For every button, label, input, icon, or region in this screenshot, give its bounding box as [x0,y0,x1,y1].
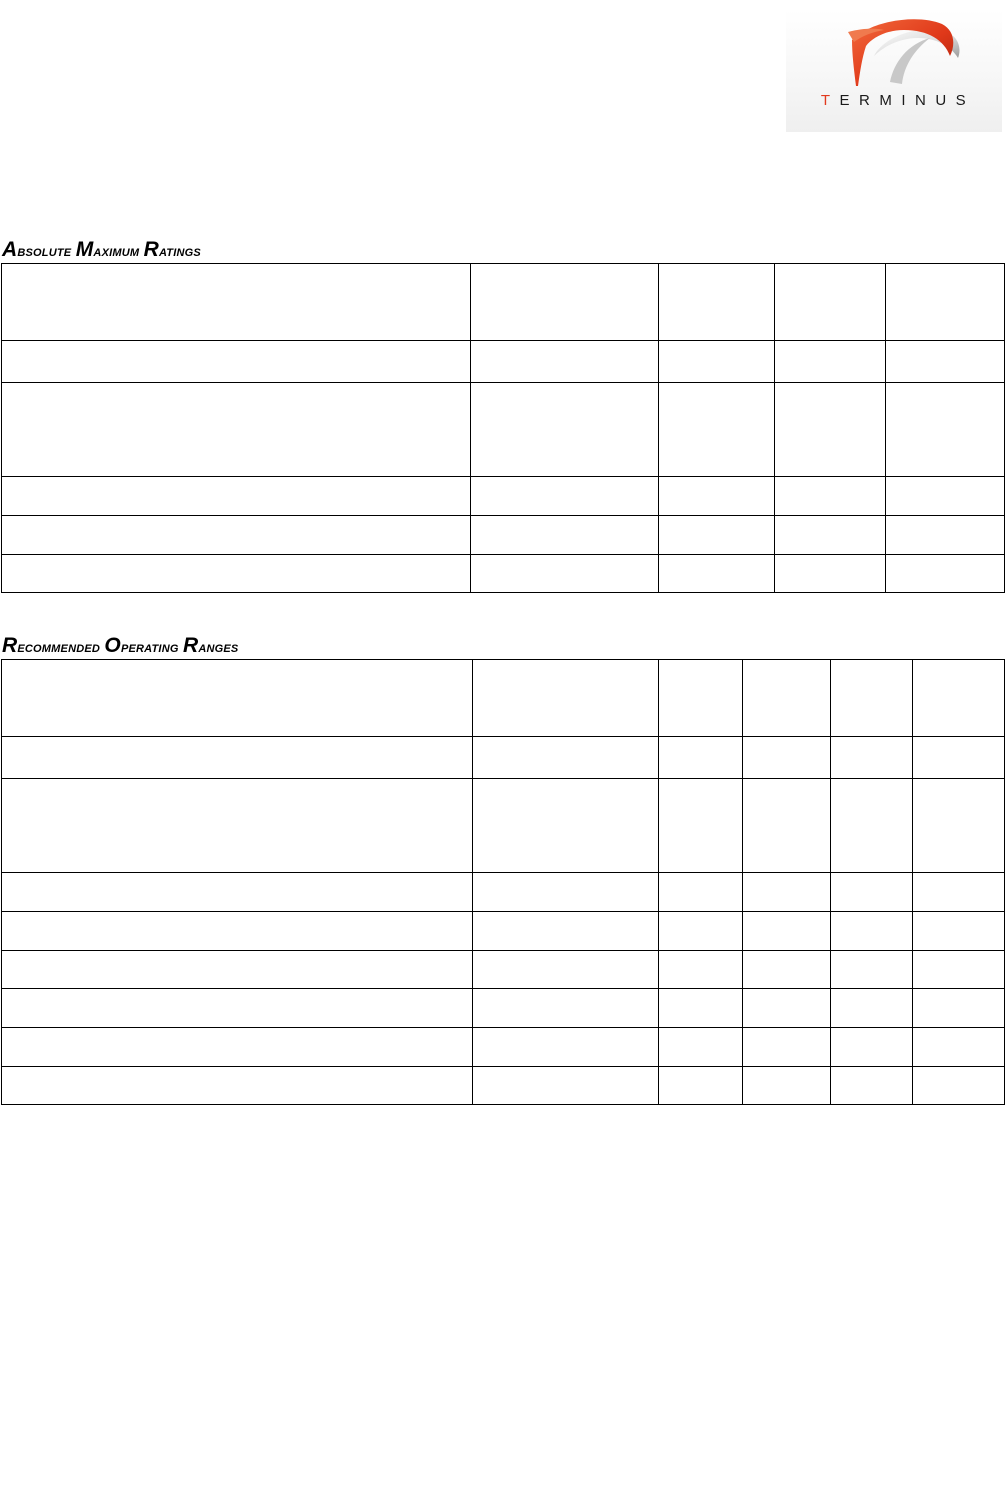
table-cell [2,1067,473,1105]
table-cell [743,989,831,1028]
table-cell [743,1067,831,1105]
table-cell [775,383,886,477]
table-cell [659,516,775,555]
table-cell [473,737,659,779]
table-cell [2,383,471,477]
table-cell [471,477,659,516]
table-cell [659,264,775,341]
table-cell [659,737,743,779]
table-cell [743,1028,831,1067]
table-cell [775,341,886,383]
table-row [2,779,1005,873]
table-cell [473,660,659,737]
table-cell [471,516,659,555]
table-cell [775,555,886,593]
table-cell [831,1067,913,1105]
table-cell [659,951,743,989]
table-cell [886,516,1005,555]
table-cell [2,873,473,912]
table-cell [659,1028,743,1067]
table-cell [473,779,659,873]
table-cell [886,383,1005,477]
table-cell [831,779,913,873]
table-cell [471,383,659,477]
table-cell [2,989,473,1028]
table-cell [471,555,659,593]
absolute-maximum-ratings-table [1,263,1005,593]
table-cell [913,1067,1005,1105]
table-cell [886,264,1005,341]
table-row [2,1067,1005,1105]
table-row [2,951,1005,989]
table-row [2,737,1005,779]
table-row [2,341,1005,383]
table-cell [659,383,775,477]
table-cell [831,660,913,737]
table-row [2,989,1005,1028]
table-cell [2,555,471,593]
table-cell [659,341,775,383]
table-cell [473,912,659,951]
table-cell [2,264,471,341]
table-cell [831,1028,913,1067]
logo-wordmark: TERMINUS [820,92,976,109]
table-cell [775,477,886,516]
table-cell [886,341,1005,383]
table-cell [2,951,473,989]
table-cell [473,989,659,1028]
table-cell [659,989,743,1028]
table-cell [886,555,1005,593]
table-cell [2,912,473,951]
table-row [2,1028,1005,1067]
table-cell [913,989,1005,1028]
table-header-row [2,660,1005,737]
table-cell [659,1067,743,1105]
table-cell [2,1028,473,1067]
terminus-logo [786,10,1002,132]
table-cell [913,912,1005,951]
table-cell [743,951,831,989]
section-title-recommended-operating-ranges: Recommended Operating Ranges [2,634,239,657]
table-cell [831,912,913,951]
table-cell [831,873,913,912]
table-cell [2,660,473,737]
table-cell [473,1067,659,1105]
table-cell [2,516,471,555]
table-cell [659,873,743,912]
table-cell [886,477,1005,516]
table-header-row [2,264,1005,341]
table-cell [473,951,659,989]
table-cell [2,779,473,873]
table-cell [913,737,1005,779]
table-cell [831,951,913,989]
table-cell [2,737,473,779]
table-cell [913,1028,1005,1067]
table-cell [831,737,913,779]
recommended-operating-ranges-table [1,659,1005,1105]
table-cell [743,873,831,912]
table-row [2,912,1005,951]
table-row [2,477,1005,516]
table-cell [775,264,886,341]
table-cell [471,264,659,341]
table-cell [913,951,1005,989]
table-cell [659,477,775,516]
table-cell [913,779,1005,873]
table-cell [743,779,831,873]
table-row [2,873,1005,912]
table-row [2,555,1005,593]
table-cell [743,912,831,951]
table-row [2,516,1005,555]
table-cell [743,737,831,779]
table-cell [473,1028,659,1067]
table-cell [471,341,659,383]
section-title-absolute-maximum-ratings: Absolute Maximum Ratings [2,238,201,261]
table-cell [913,660,1005,737]
terminus-arc-icon [786,10,1002,100]
table-cell [831,989,913,1028]
table-row [2,383,1005,477]
table-cell [659,779,743,873]
table-cell [473,873,659,912]
table-cell [659,660,743,737]
table-cell [659,912,743,951]
table-cell [2,341,471,383]
table-cell [913,873,1005,912]
table-cell [775,516,886,555]
table-cell [2,477,471,516]
table-cell [743,660,831,737]
table-cell [659,555,775,593]
